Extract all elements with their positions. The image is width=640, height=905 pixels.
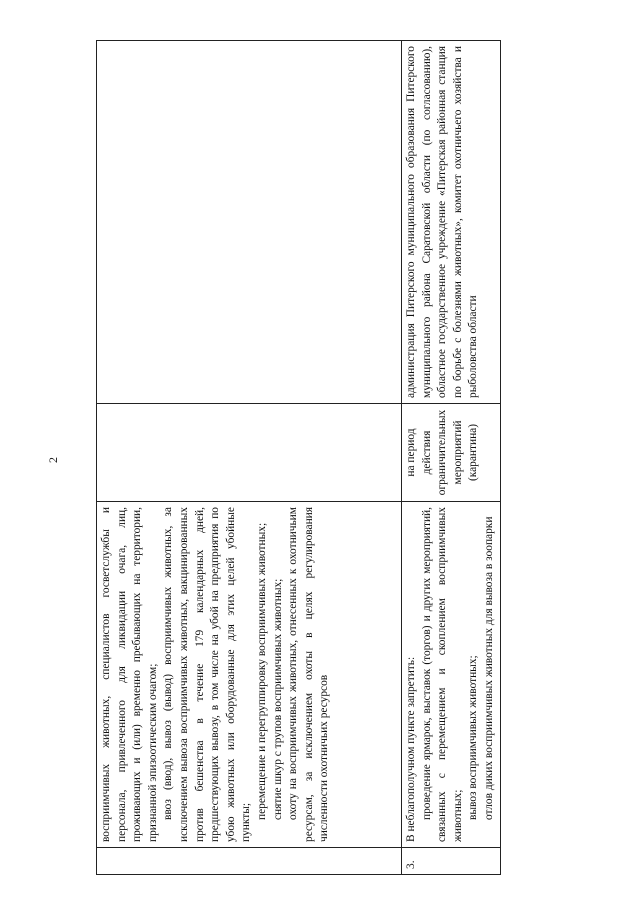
period-cell [97,404,402,502]
measures-cell [402,502,501,848]
responsible-text: администрация Питерского муниципального образования Питерского муниципального района Саратовской области (по согласованию), областное государственное учреждение «Питерская районная станция по борьбе с болезнями животных», комитет охотничьего хозяйства и рыболовства области [405,46,480,398]
measure-paragraph: восприимчивых животных, специалистов госветслужбы и персонала, привлеченного для ликвидации очага, лиц, проживающих и (или) временно пребывающих на территории, признанной эпизоотическим очагом; [100,507,159,842]
table-row [97,41,402,875]
measures-cell [97,502,402,848]
measure-paragraph: отлов диких восприимчивых животных для вывоза в зоопарки [482,516,495,820]
measure-intro: В неблагополучном пункте запретить: [405,656,417,842]
responsible-cell [402,41,501,404]
row-number-cell [97,848,402,875]
period-cell: на период действия ограничительных мероприятий (карантина) [402,404,501,502]
measure-paragraph: перемещение и перегруппировку восприимчивых животных; [255,522,268,820]
page-number: 2 [46,457,60,463]
measure-paragraph: снятие шкур с трупов восприимчивых животных; [271,578,284,820]
measure-paragraph: вывоз восприимчивых животных; [467,655,480,820]
measures-table [96,40,501,875]
measure-paragraph: охоту на восприимчивых животных, отнесенных к охотничьим ресурсам, за исключением охоты в целях регулирования численности охотничьих ресурсов [287,507,331,842]
responsible-cell [97,41,402,404]
row-number-cell: 3. [402,848,501,875]
table-row [402,41,501,875]
measure-paragraph: ввоз (ввод), вывоз (вывод) восприимчивых животных, за исключением вывоза восприимчивых животных, вакцинированных против бешенства в течение 179 календарных дней, предшествующих вывозу, в том числе на убой на предприятия по убою животных или оборудованные для этих целей убойные пункты; [162,507,253,842]
measure-paragraph: проведение ярмарок, выставок (торгов) и других мероприятий, связанных с перемещением и скоплением восприимчивых животных; [420,507,464,842]
